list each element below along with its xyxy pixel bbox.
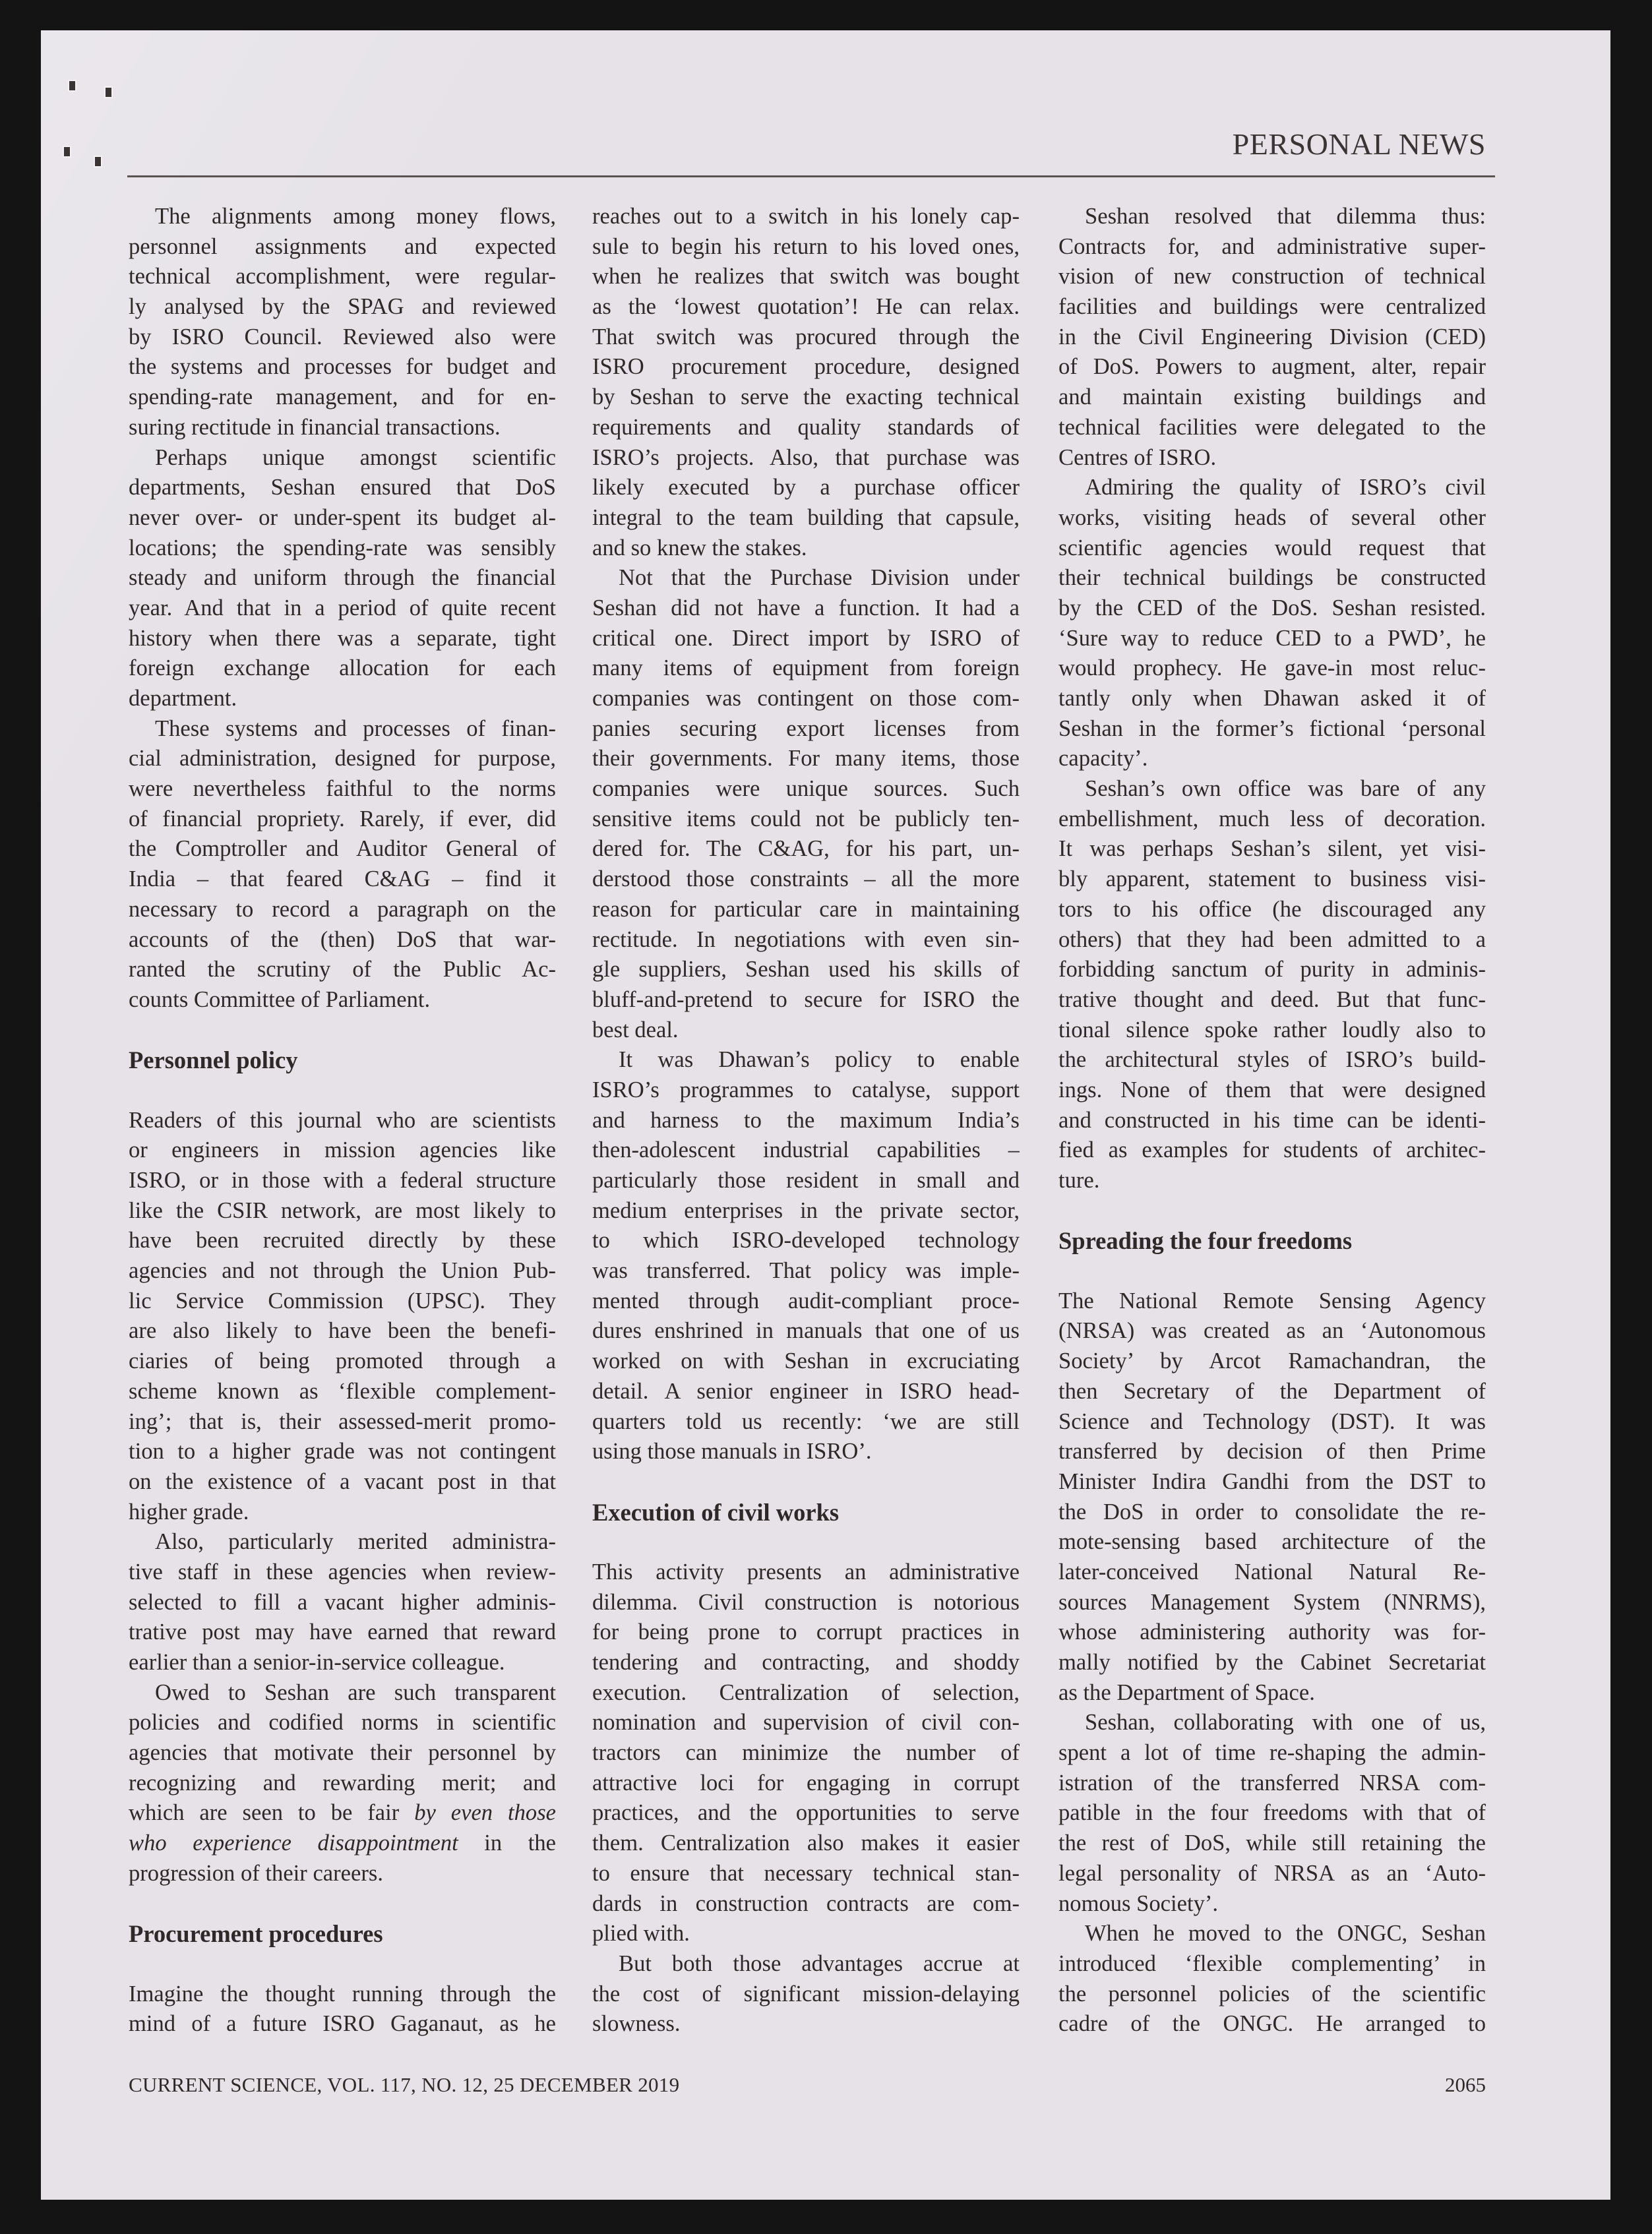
text-line: plied with. bbox=[592, 1921, 690, 1947]
text-line: by the CED of the DoS. Seshan resisted. bbox=[1058, 595, 1486, 620]
text-line: whose administering authority was for- bbox=[1058, 1619, 1486, 1645]
text-line: their technical buildings be constructed bbox=[1058, 565, 1486, 591]
text-line: critical one. Direct import by ISRO of bbox=[592, 625, 1020, 651]
text-line: the Comptroller and Auditor General of bbox=[129, 836, 556, 862]
text-line: tractors can minimize the number of bbox=[592, 1740, 1020, 1766]
text-line: requirements and quality standards of bbox=[592, 414, 1020, 440]
paragraph bbox=[1058, 473, 1486, 774]
text-line: would prophecy. He gave-in most reluc- bbox=[1058, 655, 1486, 681]
text-line: Minister Indira Gandhi from the DST to bbox=[1058, 1468, 1486, 1494]
text-line: reaches out to a switch in his lonely cap- bbox=[592, 204, 1020, 229]
paragraph bbox=[129, 1106, 556, 1528]
staple-hole-icon bbox=[94, 156, 102, 167]
text-line: or engineers in mission agencies like bbox=[129, 1137, 556, 1163]
text-line: works, visiting heads of several other bbox=[1058, 504, 1486, 530]
text-line: technical accomplishment, were regular- bbox=[129, 264, 556, 289]
text-line: spent a lot of time re-shaping the admin- bbox=[1058, 1740, 1486, 1766]
text-line: Seshan did not have a function. It had a bbox=[592, 595, 1020, 620]
paragraph bbox=[1058, 1286, 1486, 1708]
text-line: cial administration, designed for purpose, bbox=[129, 746, 556, 771]
text-line: ISRO’s programmes to catalyse, support bbox=[592, 1077, 1020, 1102]
text-line: and harness to the maximum India’s bbox=[592, 1107, 1020, 1133]
text-line: progression of their careers. bbox=[129, 1860, 383, 1886]
text-line: agencies that motivate their personnel by bbox=[129, 1740, 556, 1766]
text-line: trative post may have earned that reward bbox=[129, 1619, 556, 1645]
text-line: ing’; that is, their assessed-merit promo- bbox=[129, 1408, 556, 1434]
section-heading: Spreading the four freedoms bbox=[1058, 1227, 1353, 1255]
text-line: then-adolescent industrial capabilities – bbox=[592, 1137, 1020, 1163]
text-line: recognizing and rewarding merit; and bbox=[129, 1770, 556, 1796]
text-line: selected to fill a vacant higher adminis- bbox=[129, 1589, 556, 1615]
text-line: Imagine the thought running through the bbox=[129, 1981, 556, 2007]
text-line: Seshan resolved that dilemma thus: bbox=[1085, 204, 1486, 229]
text-line: as the ‘lowest quotation’! He can relax. bbox=[592, 294, 1020, 320]
text-line: Perhaps unique amongst scientific bbox=[155, 444, 556, 470]
column-1 bbox=[129, 202, 556, 2039]
text-line: medium enterprises in the private sector, bbox=[592, 1197, 1020, 1223]
text-line: quarters told us recently: ‘we are still bbox=[592, 1408, 1020, 1434]
text-line: department. bbox=[129, 686, 237, 711]
text-line: nomous Society’. bbox=[1058, 1890, 1219, 1916]
text-line: attractive loci for engaging in corrupt bbox=[592, 1770, 1020, 1796]
text-line: locations; the spending-rate was sensibly bbox=[129, 535, 556, 560]
text-line: Not that the Purchase Division under bbox=[619, 565, 1020, 591]
text-line: istration of the transferred NRSA com- bbox=[1058, 1770, 1486, 1796]
running-head: PERSONAL NEWS bbox=[1232, 127, 1486, 161]
text-line: to which ISRO-developed technology bbox=[592, 1228, 1020, 1253]
text-line: When he moved to the ONGC, Seshan bbox=[1085, 1921, 1486, 1947]
text-line: detail. A senior engineer in ISRO head- bbox=[592, 1378, 1020, 1404]
section-heading: Procurement procedures bbox=[129, 1920, 383, 1948]
text-line: bluff-and-pretend to secure for ISRO the bbox=[592, 986, 1020, 1012]
text-line: when he realizes that switch was bought bbox=[592, 264, 1020, 289]
text-line: tive staff in these agencies when review- bbox=[129, 1559, 556, 1585]
text-line: vision of new construction of technical bbox=[1058, 264, 1486, 289]
text-line: technical facilities were delegated to the bbox=[1058, 414, 1486, 440]
text-line: gle suppliers, Seshan used his skills of bbox=[592, 957, 1020, 982]
paragraph bbox=[592, 563, 1020, 1045]
text-line: facilities and buildings were centralized bbox=[1058, 294, 1486, 320]
text-line: cadre of the ONGC. He arranged to bbox=[1058, 2011, 1486, 2037]
text-line: mote-sensing based architecture of the bbox=[1058, 1529, 1486, 1555]
section-heading: Personnel policy bbox=[129, 1046, 298, 1074]
text-line: in the Civil Engineering Division (CED) bbox=[1058, 324, 1486, 349]
text-line: suring rectitude in financial transactions. bbox=[129, 414, 501, 440]
text-line: on the existence of a vacant post in that bbox=[129, 1468, 556, 1494]
text-line: ‘Sure way to reduce CED to a PWD’, he bbox=[1058, 625, 1486, 651]
text-line: patible in the four freedoms with that of bbox=[1058, 1800, 1486, 1826]
text-line: history when there was a separate, tight bbox=[129, 625, 556, 651]
text-line: many items of equipment from foreign bbox=[592, 655, 1020, 681]
text-line: by ISRO Council. Reviewed also were bbox=[129, 324, 556, 349]
staple-hole-icon bbox=[63, 146, 71, 158]
text-line: The alignments among money flows, bbox=[155, 204, 556, 229]
text-line: tion to a higher grade was not contingent bbox=[129, 1439, 556, 1464]
page-number: 2065 bbox=[1445, 2073, 1486, 2096]
text-line: These systems and processes of finan- bbox=[155, 715, 556, 741]
header-rule bbox=[127, 175, 1495, 177]
staple-hole-icon bbox=[104, 86, 113, 98]
text-line: integral to the team building that capsule, bbox=[592, 504, 1020, 530]
column-3 bbox=[1058, 202, 1486, 2039]
text-line: sule to begin his return to his loved ones, bbox=[592, 233, 1020, 259]
text-line: accounts of the (then) DoS that war- bbox=[129, 926, 556, 952]
text-line: policies and codified norms in scientific bbox=[129, 1710, 556, 1736]
text-line: panies securing export licenses from bbox=[592, 715, 1020, 741]
text-line: ly analysed by the SPAG and reviewed bbox=[129, 294, 556, 320]
journal-page bbox=[41, 30, 1610, 2200]
text-line: It was perhaps Seshan’s silent, yet visi- bbox=[1058, 836, 1486, 862]
text-line: later-conceived National Natural Re- bbox=[1058, 1559, 1486, 1585]
text-line: which are seen to be fair by even those bbox=[129, 1800, 556, 1826]
text-line: and constructed in his time can be identi- bbox=[1058, 1107, 1486, 1133]
text-line: to ensure that necessary technical stan- bbox=[592, 1860, 1020, 1886]
text-line: But both those advantages accrue at bbox=[619, 1950, 1020, 1976]
text-line: companies were unique sources. Such bbox=[592, 776, 1020, 802]
text-line: execution. Centralization of selection, bbox=[592, 1679, 1020, 1705]
text-line: best deal. bbox=[592, 1017, 679, 1042]
text-line: likely executed by a purchase officer bbox=[592, 475, 1020, 500]
text-line: That switch was procured through the bbox=[592, 324, 1020, 349]
text-line: ranted the scrutiny of the Public Ac- bbox=[129, 957, 556, 982]
text-line: India – that feared C&AG – find it bbox=[129, 866, 556, 892]
text-line: companies was contingent on those com- bbox=[592, 686, 1020, 711]
text-line: ISRO procurement procedure, designed bbox=[592, 354, 1020, 380]
text-line: of financial propriety. Rarely, if ever, did bbox=[129, 806, 556, 831]
text-line: steady and uniform through the financial bbox=[129, 565, 556, 591]
text-line: dures enshrined in manuals that one of us bbox=[592, 1318, 1020, 1344]
footer-citation: CURRENT SCIENCE, VOL. 117, NO. 12, 25 DECEMBER 2019 bbox=[129, 2073, 680, 2096]
text-line: nomination and supervision of civil con- bbox=[592, 1710, 1020, 1736]
column-2 bbox=[592, 202, 1020, 2039]
text-line: rectitude. In negotiations with even sin- bbox=[592, 926, 1020, 952]
text-line: legal personality of NRSA as an ‘Auto- bbox=[1058, 1860, 1486, 1886]
text-line: embellishment, much less of decoration. bbox=[1058, 806, 1486, 831]
text-line: Society’ by Arcot Ramachandran, the bbox=[1058, 1348, 1486, 1374]
text-line: are also likely to have been the benefi- bbox=[129, 1318, 556, 1344]
paragraph bbox=[592, 1949, 1020, 2039]
text-line: lic Service Commission (UPSC). They bbox=[129, 1288, 556, 1313]
text-line: them. Centralization also makes it easier bbox=[592, 1830, 1020, 1856]
text-line: the DoS in order to consolidate the re- bbox=[1058, 1499, 1486, 1525]
paragraph bbox=[1058, 1708, 1486, 1919]
text-line: worked on with Seshan in excruciating bbox=[592, 1348, 1020, 1374]
text-line: dered for. The C&AG, for his part, un- bbox=[592, 836, 1020, 862]
paragraph bbox=[129, 1979, 556, 2039]
text-line: Admiring the quality of ISRO’s civil bbox=[1085, 475, 1486, 500]
italic-emphasis: who experience disappointment bbox=[129, 1830, 458, 1856]
text-line: slowness. bbox=[592, 2011, 681, 2037]
text-line: scheme known as ‘flexible complement- bbox=[129, 1378, 556, 1404]
text-line: spending-rate management, and for en- bbox=[129, 384, 556, 410]
italic-emphasis: by even those bbox=[414, 1800, 556, 1826]
text-line: and so knew the stakes. bbox=[592, 535, 807, 560]
text-line: practices, and the opportunities to serve bbox=[592, 1800, 1020, 1826]
text-line: others) that they had been admitted to a bbox=[1058, 926, 1486, 952]
text-line: capacity’. bbox=[1058, 746, 1148, 771]
text-line: Also, particularly merited administra- bbox=[155, 1529, 556, 1555]
text-line: bly apparent, statement to business visi- bbox=[1058, 866, 1486, 892]
text-line: the systems and processes for budget and bbox=[129, 354, 556, 380]
text-line: mind of a future ISRO Gaganaut, as he bbox=[129, 2011, 556, 2037]
text-line: sources Management System (NNRMS), bbox=[1058, 1589, 1486, 1615]
text-line: Seshan in the former’s fictional ‘personal bbox=[1058, 715, 1486, 741]
text-line: Science and Technology (DST). It was bbox=[1058, 1408, 1486, 1434]
text-line: ciaries of being promoted through a bbox=[129, 1348, 556, 1374]
text-line: have been recruited directly by these bbox=[129, 1228, 556, 1253]
text-line: were nevertheless faithful to the norms bbox=[129, 776, 556, 802]
text-line: introduced ‘flexible complementing’ in bbox=[1058, 1950, 1486, 1976]
paragraph bbox=[129, 1527, 556, 1677]
paragraph bbox=[1058, 774, 1486, 1196]
text-line: never over- or under-spent its budget al- bbox=[129, 504, 556, 530]
text-line: tional silence spoke rather loudly also to bbox=[1058, 1017, 1486, 1042]
text-line: tendering and contracting, and shoddy bbox=[592, 1650, 1020, 1675]
text-line: necessary to record a paragraph on the bbox=[129, 896, 556, 922]
text-line: reason for particular care in maintaining bbox=[592, 896, 1020, 922]
text-line: mented through audit-compliant proce- bbox=[592, 1288, 1020, 1313]
text-line: (NRSA) was created as an ‘Autonomous bbox=[1058, 1318, 1486, 1344]
paragraph bbox=[129, 443, 556, 714]
text-line: transferred by decision of then Prime bbox=[1058, 1439, 1486, 1464]
text-line: personnel assignments and expected bbox=[129, 233, 556, 259]
section-heading: Execution of civil works bbox=[592, 1498, 840, 1526]
text-line: the architectural styles of ISRO’s build- bbox=[1058, 1047, 1486, 1073]
text-line: trative thought and deed. But that func- bbox=[1058, 986, 1486, 1012]
text-line: using those manuals in ISRO’. bbox=[592, 1439, 872, 1464]
text-line: the personnel policies of the scientific bbox=[1058, 1981, 1486, 2007]
text-line: foreign exchange allocation for each bbox=[129, 655, 556, 681]
text-line: for being prone to corrupt practices in bbox=[592, 1619, 1020, 1645]
text-line: by Seshan to serve the exacting technical bbox=[592, 384, 1020, 410]
paragraph bbox=[592, 202, 1020, 563]
paragraph bbox=[592, 1045, 1020, 1467]
text-line: particularly those resident in small and bbox=[592, 1168, 1020, 1193]
text-line: the rest of DoS, while still retaining the bbox=[1058, 1830, 1486, 1856]
text-line: earlier than a senior-in-service colleague. bbox=[129, 1650, 505, 1675]
text-line: dilemma. Civil construction is notorious bbox=[592, 1589, 1020, 1615]
text-line: Seshan, collaborating with one of us, bbox=[1085, 1710, 1486, 1736]
text-line: tantly only when Dhawan asked it of bbox=[1058, 686, 1486, 711]
text-line: as the Department of Space. bbox=[1058, 1679, 1315, 1705]
text-line: fied as examples for students of architec- bbox=[1058, 1137, 1486, 1163]
text-line: ISRO, or in those with a federal structure bbox=[129, 1168, 556, 1193]
text-line: Contracts for, and administrative super- bbox=[1058, 233, 1486, 259]
text-line: derstood those constraints – all the more bbox=[592, 866, 1020, 892]
text-line: departments, Seshan ensured that DoS bbox=[129, 475, 556, 500]
text-line: mally notified by the Cabinet Secretariat bbox=[1058, 1650, 1486, 1675]
text-line: their governments. For many items, those bbox=[592, 746, 1020, 771]
paragraph bbox=[129, 202, 556, 443]
text-line: scientific agencies would request that bbox=[1058, 535, 1486, 560]
text-line: Readers of this journal who are scientists bbox=[129, 1107, 556, 1133]
text-line: ISRO’s projects. Also, that purchase was bbox=[592, 444, 1020, 470]
text-line: counts Committee of Parliament. bbox=[129, 986, 431, 1012]
paragraph bbox=[129, 714, 556, 1015]
text-line: forbidding sanctum of purity in adminis- bbox=[1058, 957, 1486, 982]
text-line: then Secretary of the Department of bbox=[1058, 1378, 1486, 1404]
text-line: This activity presents an administrative bbox=[592, 1559, 1020, 1585]
text-line: of DoS. Powers to augment, alter, repair bbox=[1058, 354, 1486, 380]
paragraph bbox=[129, 1678, 556, 1889]
text-line: who experience disappointment in the bbox=[129, 1830, 556, 1856]
text-line: dards in construction contracts are com- bbox=[592, 1890, 1020, 1916]
text-line: like the CSIR network, are most likely to bbox=[129, 1197, 556, 1223]
text-line: year. And that in a period of quite recent bbox=[129, 595, 556, 620]
text-line: tors to his office (he discouraged any bbox=[1058, 896, 1486, 922]
text-line: sensitive items could not be publicly ten- bbox=[592, 806, 1020, 831]
text-line: agencies and not through the Union Pub- bbox=[129, 1258, 556, 1284]
text-line: Seshan’s own office was bare of any bbox=[1085, 776, 1486, 802]
paragraph bbox=[1058, 202, 1486, 473]
text-line: The National Remote Sensing Agency bbox=[1058, 1288, 1486, 1313]
text-line: Centres of ISRO. bbox=[1058, 444, 1217, 470]
paragraph bbox=[592, 1557, 1020, 1949]
text-line: the cost of significant mission-delaying bbox=[592, 1981, 1020, 2007]
text-line: was transferred. That policy was imple- bbox=[592, 1258, 1020, 1284]
text-line: ture. bbox=[1058, 1168, 1100, 1193]
text-line: It was Dhawan’s policy to enable bbox=[619, 1047, 1020, 1073]
text-line: higher grade. bbox=[129, 1499, 249, 1525]
text-line: Owed to Seshan are such transparent bbox=[155, 1679, 556, 1705]
staple-hole-icon bbox=[68, 80, 76, 92]
text-line: ings. None of them that were designed bbox=[1058, 1077, 1486, 1102]
paragraph bbox=[1058, 1919, 1486, 2039]
text-line: and maintain existing buildings and bbox=[1058, 384, 1486, 410]
